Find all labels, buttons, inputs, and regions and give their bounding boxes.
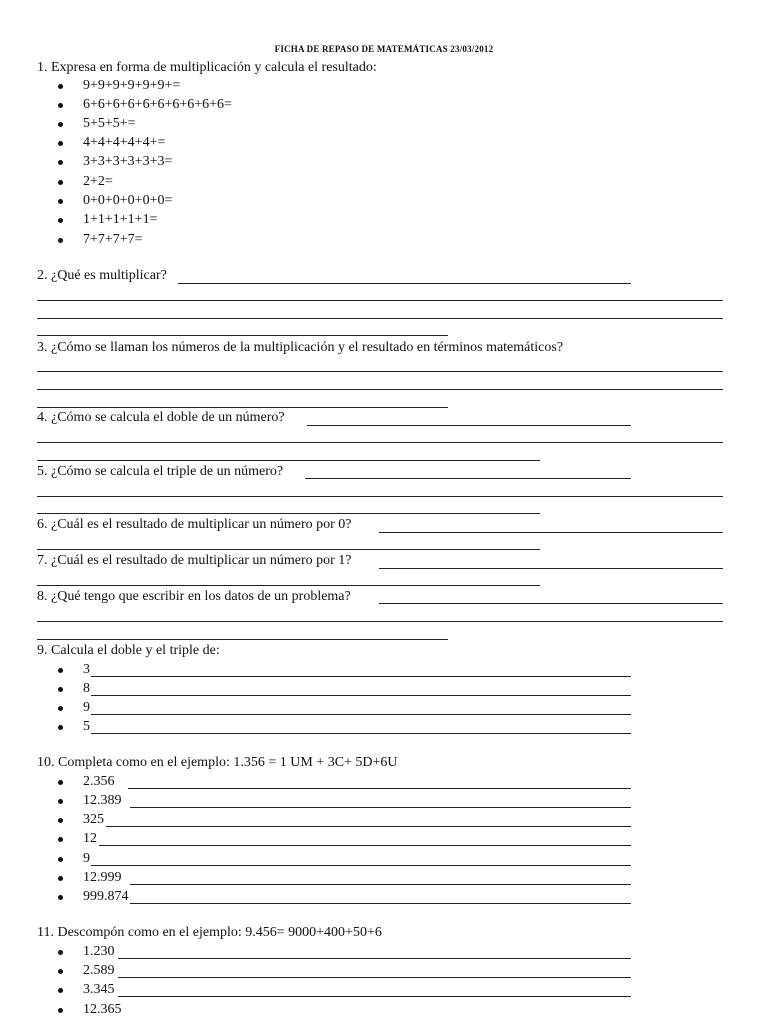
answer-line[interactable] bbox=[91, 733, 631, 734]
answer-line[interactable] bbox=[37, 639, 448, 640]
answer-line[interactable] bbox=[37, 549, 540, 550]
question-10-item: 12 bbox=[58, 831, 638, 847]
answer-line[interactable] bbox=[128, 788, 631, 789]
question-11-item: 3.345 bbox=[58, 982, 638, 998]
answer-line[interactable] bbox=[37, 460, 540, 461]
answer-line[interactable] bbox=[130, 884, 631, 885]
bullet-icon bbox=[58, 857, 63, 862]
answer-line[interactable] bbox=[118, 977, 631, 978]
answer-line[interactable] bbox=[178, 283, 631, 284]
question-9-item: 8 bbox=[58, 681, 638, 697]
answer-line[interactable] bbox=[37, 496, 723, 497]
question-4-text: 4. ¿Cómo se calcula el doble de un número? bbox=[37, 410, 285, 425]
bullet-icon bbox=[58, 969, 63, 974]
question-10-item: 999.874 bbox=[58, 889, 638, 905]
bullet-icon bbox=[58, 141, 63, 146]
answer-line[interactable] bbox=[37, 335, 448, 336]
bullet-icon bbox=[58, 818, 63, 823]
answer-line[interactable] bbox=[91, 714, 631, 715]
bullet-icon bbox=[58, 950, 63, 955]
question-10-item: 12.389 bbox=[58, 793, 638, 809]
bullet-icon bbox=[58, 799, 63, 804]
bullet-icon bbox=[58, 238, 63, 243]
answer-line[interactable] bbox=[99, 845, 631, 846]
question-5-text: 5. ¿Cómo se calcula el triple de un número? bbox=[37, 464, 284, 479]
answer-line[interactable] bbox=[91, 695, 631, 696]
question-10-item: 9 bbox=[58, 851, 638, 867]
question-2-text: 2. ¿Qué es multiplicar? bbox=[37, 268, 167, 283]
bullet-icon bbox=[58, 706, 63, 711]
bullet-icon bbox=[58, 725, 63, 730]
answer-line[interactable] bbox=[118, 958, 631, 959]
answer-line[interactable] bbox=[37, 389, 723, 390]
worksheet-page: FICHA DE REPASO DE MATEMÁTICAS 23/03/2012 1. Expresa en forma de multiplicación y calcula el resultado: 9+9+9+9+9+9+= 6+6+6+6+6+6+6+6+6+6= 5+5+5+= 4+4+4+4+4+= 3+3+3+3+3+3= 2+2= 0+0+0+0+0+0= 1+1+1+1+1= 7+7+7+7= 2. ¿Qué es multiplicar? 3. ¿Cómo se llaman los números de la multiplicación y el resultado en términos matemáticos? 4. ¿Cómo se calcula el doble de un número? 5. ¿Cómo se calcula el triple de un número? 6. ¿Cuál es el resultado de multiplicar un número por 0? 7. ¿Cuál es el resultado de multiplicar un número por 1? 8. ¿Qué tengo que escribir en los datos de un problema? 9. Calcula el doble y el triple de: 3 8 9 5 10. Completa como en el ejemplo: 1.356 = 1 UM + 3C+ 5D+6U 2.356 12.389 325 12 9 12.999 999.874 11. Descompón como en el ejemplo: 9.456= 9000+400+50+6 1.230 2.589 3.345 12.365 bbox=[0, 0, 768, 1024]
bullet-icon bbox=[58, 84, 63, 89]
question-8-text: 8. ¿Qué tengo que escribir en los datos de un problema? bbox=[37, 589, 351, 604]
bullet-icon bbox=[58, 988, 63, 993]
answer-line[interactable] bbox=[37, 621, 723, 622]
answer-line[interactable] bbox=[106, 826, 631, 827]
answer-line[interactable] bbox=[37, 407, 448, 408]
question-11-text: 11. Descompón como en el ejemplo: 9.456= 9000+400+50+6 bbox=[37, 925, 382, 940]
answer-line[interactable] bbox=[37, 585, 540, 586]
answer-line[interactable] bbox=[379, 568, 723, 569]
answer-line[interactable] bbox=[307, 425, 631, 426]
bullet-icon bbox=[58, 876, 63, 881]
answer-line[interactable] bbox=[379, 603, 723, 604]
question-9-text: 9. Calcula el doble y el triple de: bbox=[37, 643, 220, 658]
question-10-item: 325 bbox=[58, 812, 638, 828]
answer-line[interactable] bbox=[379, 532, 723, 533]
answer-line[interactable] bbox=[91, 676, 631, 677]
bullet-icon bbox=[58, 199, 63, 204]
answer-line[interactable] bbox=[91, 865, 631, 866]
question-10-item: 12.999 bbox=[58, 870, 638, 886]
question-9-item: 9 bbox=[58, 700, 638, 716]
bullet-icon bbox=[58, 160, 63, 165]
answer-line[interactable] bbox=[305, 478, 631, 479]
bullet-icon bbox=[58, 122, 63, 127]
answer-line[interactable] bbox=[130, 903, 631, 904]
question-11-item: 2.589 bbox=[58, 963, 638, 979]
bullet-icon bbox=[58, 895, 63, 900]
question-9-item: 5 bbox=[58, 719, 638, 735]
question-10-item: 2.356 bbox=[58, 774, 638, 790]
bullet-icon bbox=[58, 668, 63, 673]
answer-line[interactable] bbox=[130, 807, 631, 808]
bullet-icon bbox=[58, 218, 63, 223]
answer-line[interactable] bbox=[118, 996, 631, 997]
bullet-icon bbox=[58, 180, 63, 185]
bullet-icon bbox=[58, 687, 63, 692]
question-1-text: 1. Expresa en forma de multiplicación y calcula el resultado: bbox=[37, 60, 377, 75]
answer-line[interactable] bbox=[37, 513, 540, 514]
bullet-icon bbox=[58, 837, 63, 842]
answer-line[interactable] bbox=[37, 300, 723, 301]
question-10-text: 10. Completa como en el ejemplo: 1.356 = 1 UM + 3C+ 5D+6U bbox=[37, 755, 398, 770]
bullet-icon bbox=[58, 103, 63, 108]
question-11-item: 1.230 bbox=[58, 944, 638, 960]
bullet-icon bbox=[58, 780, 63, 785]
question-11-item: 12.365 bbox=[58, 1002, 638, 1018]
answer-line[interactable] bbox=[37, 371, 723, 372]
question-9-item: 3 bbox=[58, 662, 638, 678]
question-6-text: 6. ¿Cuál es el resultado de multiplicar un número por 0? bbox=[37, 517, 352, 532]
worksheet-title: FICHA DE REPASO DE MATEMÁTICAS 23/03/2012 bbox=[274, 44, 494, 54]
question-7-text: 7. ¿Cuál es el resultado de multiplicar un número por 1? bbox=[37, 553, 352, 568]
answer-line[interactable] bbox=[37, 442, 723, 443]
bullet-icon bbox=[58, 1008, 63, 1013]
answer-line[interactable] bbox=[37, 318, 723, 319]
question-3-text: 3. ¿Cómo se llaman los números de la multiplicación y el resultado en términos matemáticos? bbox=[37, 340, 564, 355]
